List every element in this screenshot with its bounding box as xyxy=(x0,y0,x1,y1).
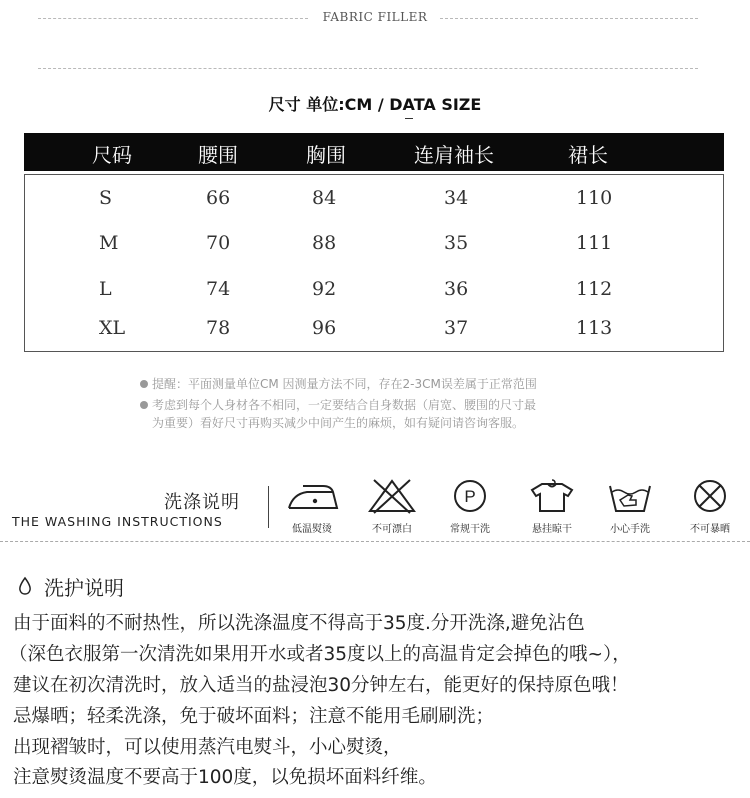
sleeve-cell: 37 xyxy=(444,317,469,339)
size-cell: L xyxy=(99,278,112,300)
wash-label: 不可漂白 xyxy=(372,524,412,535)
wash-label: 不可暴晒 xyxy=(690,524,730,535)
section-divider xyxy=(0,541,750,542)
column-header-bust: 胸围 xyxy=(306,143,346,167)
wash-label: 小心手洗 xyxy=(610,524,650,535)
wash-label: 低温熨烫 xyxy=(292,524,332,535)
tip-1 xyxy=(140,375,537,394)
sleeve-cell: 34 xyxy=(444,187,469,209)
bust-cell: 92 xyxy=(312,278,337,300)
care-line: （深色衣服第一次清洗如果用开水或者35度以上的高温肯定会掉色的哦~）， xyxy=(9,644,631,665)
svg-text:P: P xyxy=(464,487,476,506)
column-header-waist: 腰围 xyxy=(198,143,238,167)
title-underline xyxy=(405,118,413,119)
column-header-length: 裙长 xyxy=(568,143,608,167)
bullet-icon xyxy=(140,401,148,409)
top-divider-right xyxy=(440,18,698,19)
wash-label: 悬挂晾干 xyxy=(532,524,572,535)
washing-title-cn: 洗涤说明 xyxy=(164,492,240,513)
waist-cell: 70 xyxy=(206,232,231,254)
length-cell: 111 xyxy=(576,232,613,254)
care-title xyxy=(44,572,124,601)
washing-title-en: THE WASHING INSTRUCTIONS xyxy=(12,514,223,529)
bust-cell: 84 xyxy=(312,187,337,209)
care-line: 忌爆晒；轻柔洗涤，免于破坏面料；注意不能用毛刷刷洗； xyxy=(13,706,495,727)
care-line: 注意熨烫温度不要高于100度，以免损坏面料纤维。 xyxy=(13,767,437,788)
size-table-header xyxy=(24,133,724,171)
column-header-sleeve: 连肩袖长 xyxy=(414,143,494,167)
waist-cell: 78 xyxy=(206,317,231,339)
dry-clean-p-icon xyxy=(440,478,500,514)
iron-low-temp-icon xyxy=(283,480,343,512)
sleeve-cell: 36 xyxy=(444,278,469,300)
column-header-size: 尺码 xyxy=(92,143,132,167)
care-line: 建议在初次清洗时，放入适当的盐浸泡30分钟左右，能更好的保持原色哦！ xyxy=(13,675,629,696)
washing-divider xyxy=(268,486,269,528)
water-drop-icon xyxy=(18,576,32,596)
care-line: 出现褶皱时，可以使用蒸汽电熨斗，小心熨烫， xyxy=(13,737,402,758)
size-cell: XL xyxy=(99,317,126,339)
length-cell: 110 xyxy=(576,187,613,209)
sleeve-cell: 35 xyxy=(444,232,469,254)
tip-text: 考虑到每个人身材各不相同，一定要结合自身数据（肩宽、腰围的尺寸最 xyxy=(152,398,537,412)
bullet-icon xyxy=(140,380,148,388)
hang-dry-icon xyxy=(522,478,582,514)
hand-wash-icon xyxy=(600,478,660,514)
wash-label: 常规干洗 xyxy=(450,524,490,535)
tip-text: 为重要）看好尺寸再购买减少中间产生的麻烦，如有疑问请咨询客服。 xyxy=(152,416,525,430)
bust-cell: 88 xyxy=(312,232,337,254)
waist-cell: 66 xyxy=(206,187,231,209)
size-cell: S xyxy=(99,187,113,209)
bust-cell: 96 xyxy=(312,317,337,339)
no-bleach-icon xyxy=(362,478,422,514)
length-cell: 113 xyxy=(576,317,613,339)
tip-3 xyxy=(152,414,524,433)
size-cell: M xyxy=(99,232,119,254)
care-line: 由于面料的不耐热性，所以洗涤温度不得高于35度.分开洗涤,避免沾色 xyxy=(13,613,585,634)
fabric-filler-title: FABRIC FILLER xyxy=(322,10,428,24)
second-divider xyxy=(38,68,698,69)
size-table-body xyxy=(24,174,724,352)
waist-cell: 74 xyxy=(206,278,231,300)
size-table-title: 尺寸 单位:CM / DATA SIZE xyxy=(268,95,482,114)
no-sun-dry-icon xyxy=(680,478,740,514)
tip-text: 提醒：平面测量单位CM 因测量方法不同，存在2-3CM误差属于正常范围 xyxy=(152,377,537,391)
care-title-text: 洗护说明 xyxy=(44,576,124,600)
length-cell: 112 xyxy=(576,278,613,300)
tip-2 xyxy=(140,396,536,415)
